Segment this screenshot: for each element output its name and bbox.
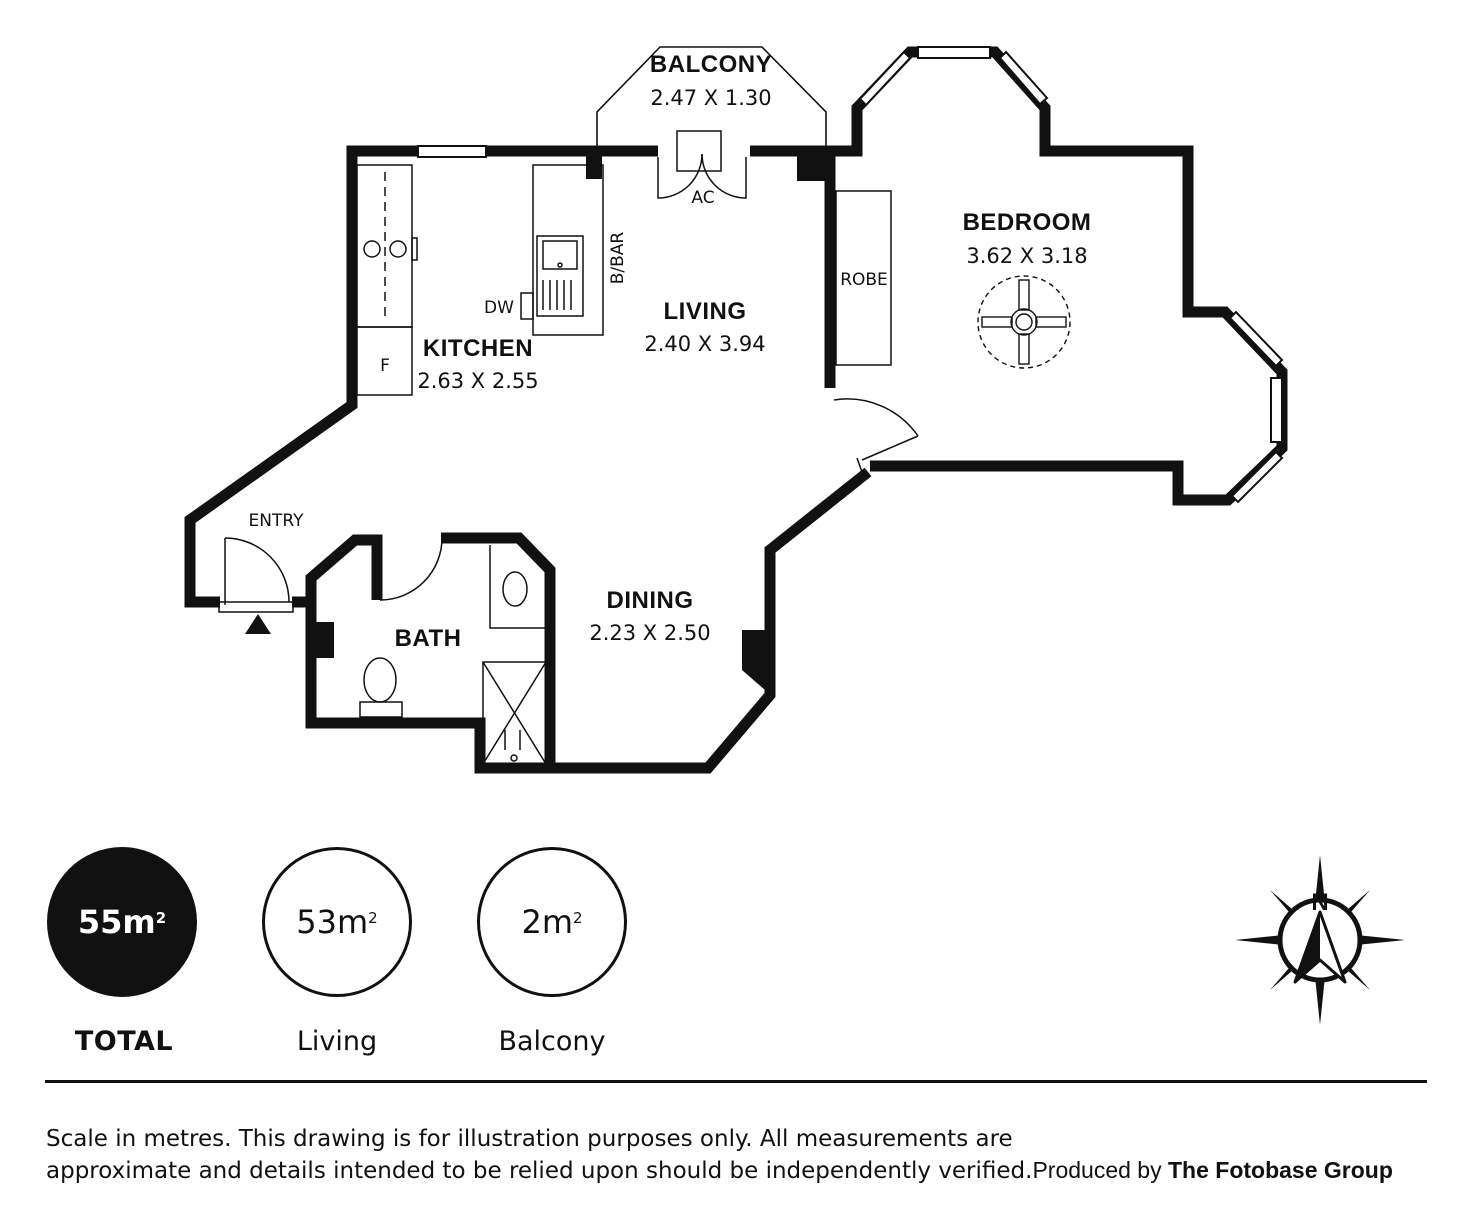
entry-arrow-icon: [245, 614, 271, 634]
bedroom-wall: [830, 52, 1282, 500]
balcony-area-circle: [477, 847, 627, 997]
ceiling-fan-icon: [978, 276, 1070, 368]
compass-north-label: N: [1311, 889, 1329, 916]
living-area-unit: 2: [368, 909, 378, 927]
room-name-bedroom: BEDROOM: [962, 209, 1092, 236]
room-dims-bedroom: 3.62 X 3.18: [966, 244, 1088, 268]
label-bbar: B/BAR: [608, 231, 628, 285]
label-robe: ROBE: [840, 270, 888, 290]
bath-east-wall: [441, 538, 550, 768]
company-name: The Fotobase Group: [1167, 1157, 1393, 1183]
room-dims-living: 2.40 X 3.94: [644, 332, 766, 356]
living-area-label: Living: [296, 1026, 378, 1057]
compass-icon: [1230, 850, 1410, 1030]
room-dims-dining: 2.23 X 2.50: [589, 621, 711, 645]
balcony-area-label: Balcony: [498, 1026, 606, 1057]
room-name-kitchen: KITCHEN: [422, 335, 534, 362]
room-name-balcony: BALCONY: [649, 51, 773, 78]
room-dims-kitchen: 2.63 X 2.55: [417, 369, 539, 393]
wall-piers: [316, 151, 827, 690]
disclaimer: [46, 1124, 1446, 1187]
footer-divider: [45, 1080, 1427, 1083]
living-area-value: 53m: [296, 903, 369, 941]
total-area-value: 55m: [77, 903, 156, 941]
doors: [219, 131, 918, 612]
bath-fixtures: [360, 545, 546, 764]
dining-east-wall: [311, 472, 868, 768]
room-name-living: LIVING: [663, 298, 747, 325]
room-dims-balcony: 2.47 X 1.30: [650, 86, 772, 110]
producer-credit: [1032, 1157, 1392, 1183]
total-area-circle: [47, 847, 197, 997]
label-dw: DW: [484, 298, 514, 318]
balcony-area-unit: 2: [572, 909, 583, 927]
disclaimer-line-1: Scale in metres. This drawing is for illustration purposes only. All measurements are: [46, 1126, 1013, 1152]
total-area-unit: 2: [155, 909, 167, 927]
total-area-label: TOTAL: [74, 1026, 174, 1057]
label-entry: ENTRY: [248, 511, 304, 531]
room-name-bath: BATH: [394, 625, 462, 652]
room-name-dining: DINING: [606, 587, 694, 614]
produced-by-text: Produced by: [1032, 1157, 1162, 1183]
label-ac: AC: [691, 188, 715, 208]
disclaimer-line-2-text: approximate and details intended to be relied upon should be independently verified.: [46, 1158, 1033, 1184]
living-area-circle: [262, 847, 412, 997]
disclaimer-line-2: [46, 1155, 1446, 1187]
walls: [190, 52, 1282, 768]
label-fridge: F: [380, 356, 390, 376]
balcony-area-value: 2m: [521, 903, 573, 941]
